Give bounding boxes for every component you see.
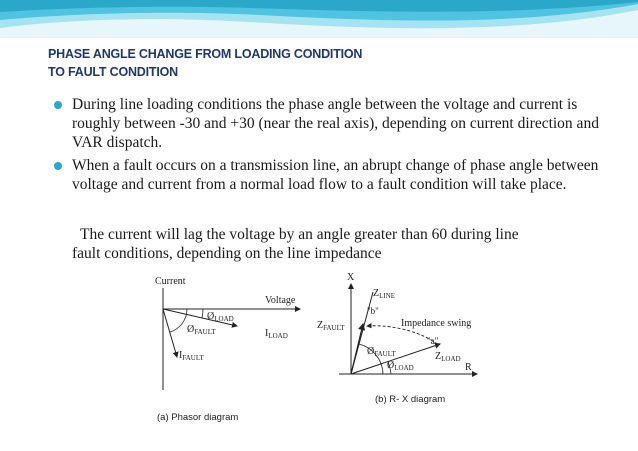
- rx-caption: (b) R- X diagram: [375, 394, 446, 405]
- bullet-list: [52, 95, 612, 198]
- lag-note-line-1: The current will lag the voltage by an angle greater than 60 during line: [80, 226, 519, 243]
- bullet-dot-icon: [54, 101, 62, 109]
- z-load-label: $Z_{LOAD}$: [435, 351, 461, 363]
- rx-diagram: [317, 272, 477, 405]
- i-load-label: $I_{LOAD}$: [265, 328, 288, 340]
- bullet-text: When a fault occurs on a transmission line, an abrupt change of phase angle between voltage and current from a normal load flow to a fault condition will take place.: [72, 157, 599, 193]
- z-fault-vector: [351, 324, 363, 374]
- bullet-text: During line loading conditions the phase angle between the voltage and current is roughly between -30 and +30 (near the real axis), depending on current direction and VAR dispatch.: [72, 96, 599, 151]
- rx-phi-load-label: $Ø_{LOAD}$: [387, 360, 414, 372]
- impedance-swing-label: Impedance swing: [401, 318, 472, 329]
- point-b-label: "b": [367, 306, 379, 316]
- point-a-label: "a": [427, 336, 439, 346]
- lag-note-line-2: fault conditions, depending on the line impedance: [72, 245, 382, 262]
- z-line-label: $Z_{LINE}$: [373, 288, 396, 300]
- phi-fault-label: $Ø_{FAULT}$: [187, 324, 216, 336]
- header-wave-decoration: [0, 0, 638, 38]
- phasor-rx-figure: [125, 262, 495, 427]
- slide-title-line-1: PHASE ANGLE CHANGE FROM LOADING CONDITION: [48, 47, 363, 61]
- rx-phi-fault-label: $Ø_{FAULT}$: [367, 346, 396, 358]
- bullet-dot-icon: [54, 162, 62, 170]
- z-fault-label: $Z_{FAULT}$: [317, 320, 345, 332]
- current-axis-label: Current: [155, 276, 186, 287]
- slide-title-line-2: TO FAULT CONDITION: [48, 65, 178, 79]
- slide-title: [48, 45, 528, 81]
- voltage-axis-label: Voltage: [265, 295, 296, 306]
- load-angle-arc: [202, 309, 203, 318]
- x-axis-label: X: [347, 272, 355, 283]
- r-axis-label: R: [465, 362, 472, 373]
- lag-note: [72, 225, 612, 263]
- phi-load-label: $Ø_{LOAD}$: [207, 311, 234, 323]
- bullet-item-loading: [52, 95, 612, 152]
- phasor-caption: (a) Phasor diagram: [157, 412, 239, 423]
- i-fault-label: $I_{FAULT}$: [179, 350, 204, 362]
- phasor-diagram: [155, 276, 300, 423]
- fault-current-phasor: [163, 309, 177, 357]
- bullet-item-fault: [52, 156, 612, 194]
